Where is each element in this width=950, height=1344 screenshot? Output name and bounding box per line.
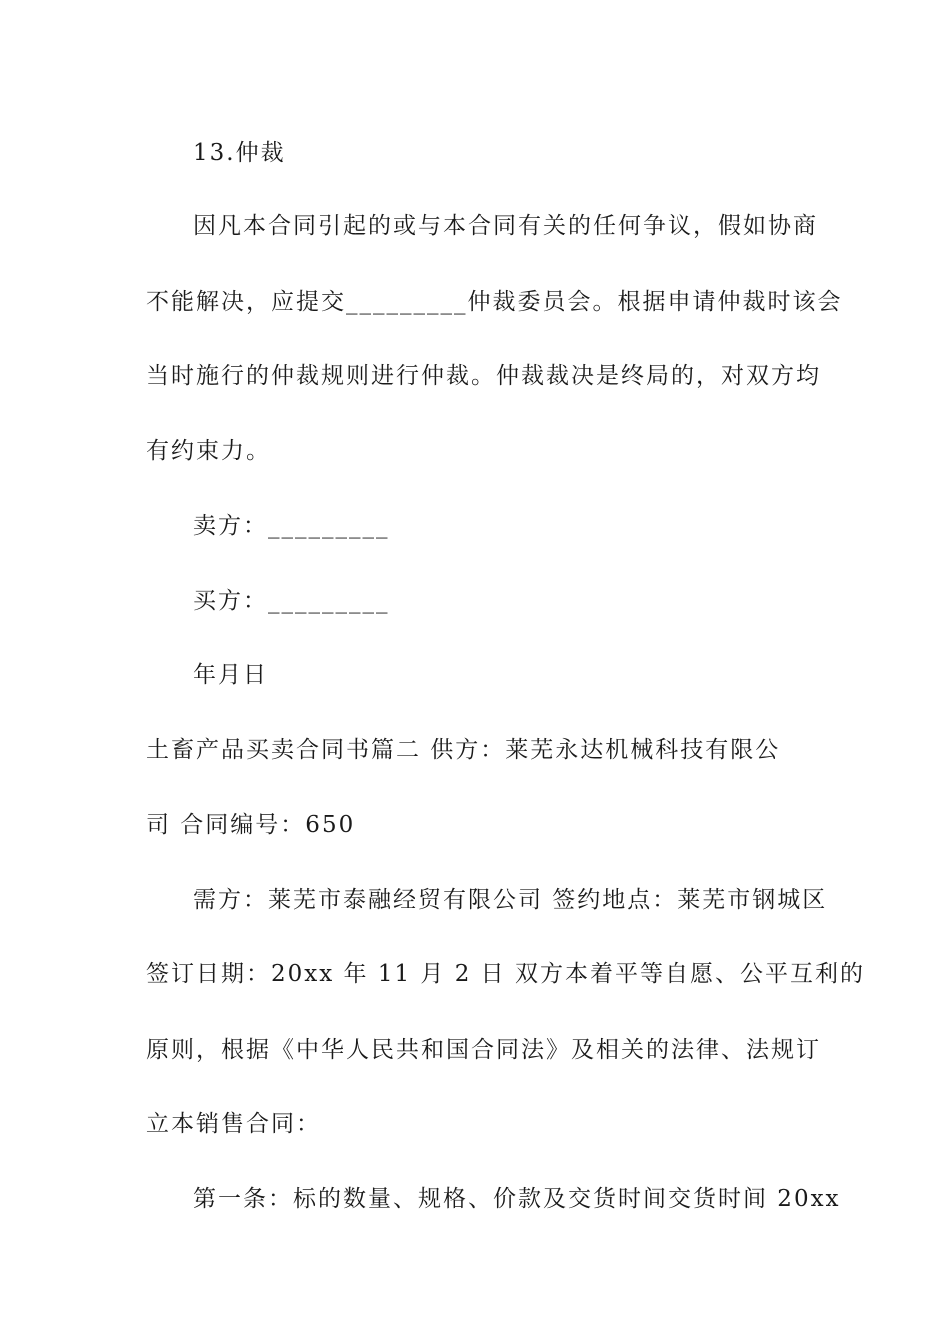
paragraph-line: 签订日期：20xx 年 11 月 2 日 双方本着平等自愿、公平互利的 [146,961,865,987]
buyer-info-line: 需方：莱芜市泰融经贸有限公司 签约地点：莱芜市钢城区 [193,887,828,913]
section-heading-arbitration: 13.仲裁 [193,140,286,166]
paragraph-line: 因凡本合同引起的或与本合同有关的任何争议，假如协商 [193,213,818,239]
article-one-line: 第一条：标的数量、规格、价款及交货时间交货时间 20xx [193,1186,841,1212]
paragraph-line: 当时施行的仲裁规则进行仲裁。仲裁裁决是终局的，对双方均 [146,363,821,389]
contract-number-line: 司 合同编号：650 [146,812,356,838]
buyer-signature-line: 买方：_________ [193,588,390,614]
paragraph-line: 原则，根据《中华人民共和国合同法》及相关的法律、法规订 [146,1037,821,1063]
date-line: 年月日 [193,662,268,688]
seller-signature-line: 卖方：_________ [193,513,390,539]
paragraph-line: 有约束力。 [146,438,271,464]
contract-title-line: 土畜产品买卖合同书篇二 供方：莱芜永达机械科技有限公 [146,737,781,763]
paragraph-line: 立本销售合同： [146,1111,321,1137]
paragraph-line: 不能解决，应提交_________仲裁委员会。根据申请仲裁时该会 [146,289,843,315]
